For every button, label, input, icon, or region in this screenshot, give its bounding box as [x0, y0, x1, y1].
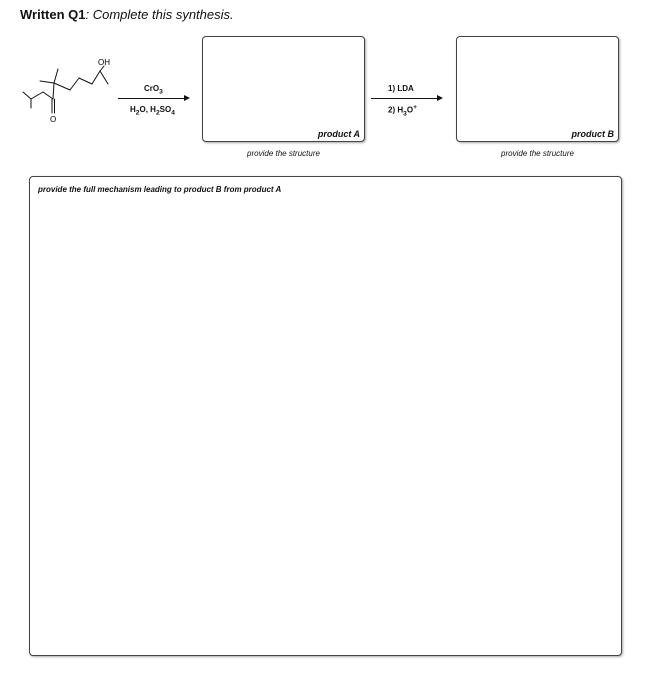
mechanism-prompt: provide the full mechanism leading to product B from product A — [38, 185, 282, 194]
product-b-answer-box[interactable] — [456, 36, 619, 142]
question-instruction: : Complete this synthesis. — [85, 7, 234, 22]
starting-material-structure — [14, 52, 124, 128]
question-number: Written Q1 — [20, 7, 86, 22]
step2-reagent-top: 1) LDA — [388, 84, 414, 93]
hydroxyl-label: OH — [98, 58, 110, 67]
question-title — [20, 7, 234, 22]
product-a-caption: provide the structure — [247, 149, 320, 158]
step1-reaction-arrow — [118, 98, 188, 99]
product-a-label: product A — [317, 129, 360, 139]
step1-reagent-bottom: $H_2O$, $H_2SO_4$ — [130, 105, 175, 117]
step2-reaction-arrow — [371, 98, 441, 99]
product-b-label: product B — [571, 129, 614, 139]
product-a-answer-box[interactable] — [202, 36, 365, 142]
carbonyl-oxygen-label: O — [50, 115, 57, 124]
product-b-caption: provide the structure — [501, 149, 574, 158]
mechanism-answer-box[interactable] — [29, 176, 622, 656]
step1-reagent-top: CrO$_3$ — [144, 84, 163, 96]
step2-reagent-bottom: 2) $H_3O^+$ — [388, 104, 417, 118]
